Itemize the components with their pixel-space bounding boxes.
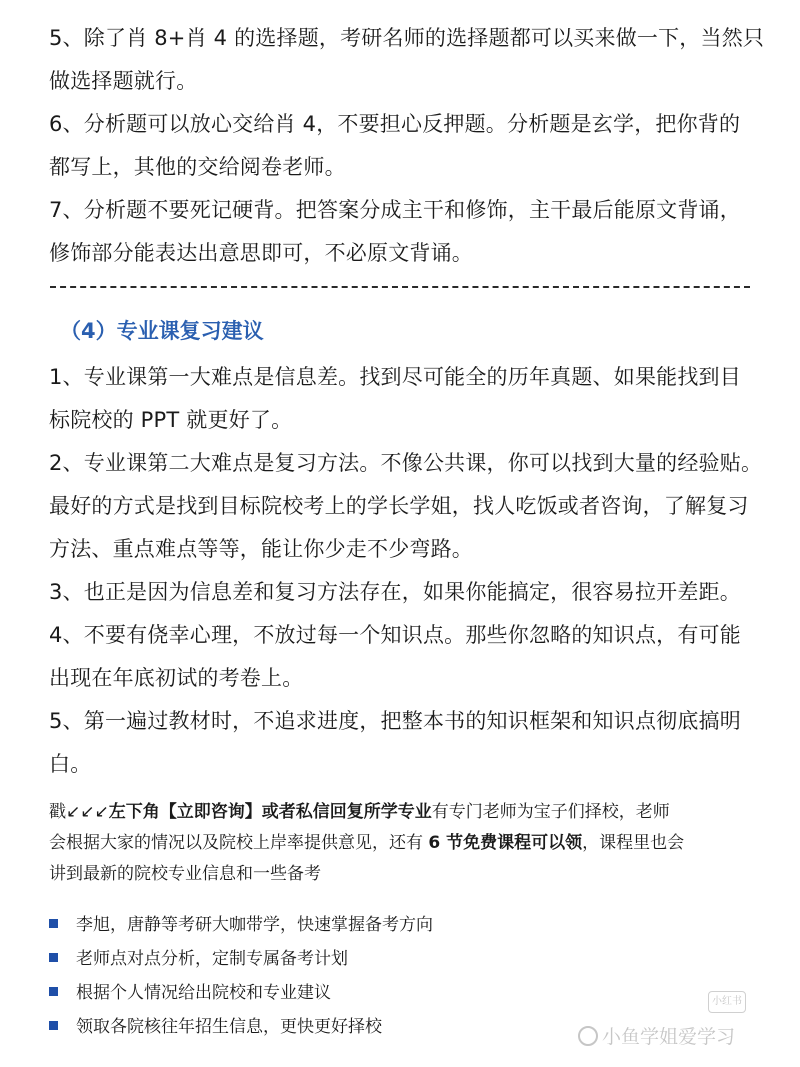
square-bullet-icon (49, 953, 58, 962)
cta-text: 有专门老师为宝子们择校，老师 (431, 802, 670, 822)
tip-6-line-2: 都写上，其他的交给阅卷老师。 (49, 155, 346, 179)
bullet-text: 领取各院核往年招生信息，更快更好择校 (76, 1017, 382, 1037)
bullet-item (49, 912, 433, 938)
cta-line-1 (49, 798, 670, 826)
tip-7-line-2: 修饰部分能表达出意思即可，不必原文背诵。 (49, 241, 473, 265)
advice-2-line-1: 2、专业课第二大难点是复习方法。不像公共课，你可以找到大量的经验贴。 (49, 451, 763, 475)
square-bullet-icon (49, 987, 58, 996)
square-bullet-icon (49, 919, 58, 928)
advice-1-line-1: 1、专业课第一大难点是信息差。找到尽可能全的历年真题、如果能找到目 (49, 365, 741, 389)
cta-line-3: 讲到最新的院校专业信息和一些备考 (49, 864, 321, 884)
bullet-item (49, 946, 348, 972)
bullet-text: 李旭，唐静等考研大咖带学，快速掌握备考方向 (76, 915, 433, 935)
tip-7-line-1: 7、分析题不要死记硬背。把答案分成主干和修饰，主干最后能原文背诵， (49, 198, 741, 222)
advice-2-line-2: 最好的方式是找到目标院校考上的学长学姐，找人吃饭或者咨询，了解复习 (49, 494, 749, 518)
dashed-divider (50, 286, 750, 288)
cta-text: ，课程里也会 (582, 833, 685, 853)
advice-4-line-1: 4、不要有侥幸心理，不放过每一个知识点。那些你忽略的知识点，有可能 (49, 623, 741, 647)
watermark-logo: 小红书 (708, 991, 746, 1013)
cta-pointer-text: 戳↙↙↙ (49, 802, 109, 822)
bullet-item (49, 1014, 382, 1040)
advice-1-line-2: 标院校的 PPT 就更好了。 (49, 408, 293, 432)
bullet-item (49, 980, 331, 1006)
tip-5-line-2: 做选择题就行。 (49, 69, 198, 93)
tip-6-line-1: 6、分析题可以放心交给肖 4，不要担心反押题。分析题是玄学，把你背的 (49, 112, 741, 136)
at-icon (578, 1026, 598, 1046)
advice-3-line-1: 3、也正是因为信息差和复习方法存在，如果你能搞定，很容易拉开差距。 (49, 580, 741, 604)
cta-text: 会根据大家的情况以及院校上岸率提供意见，还有 (49, 833, 429, 853)
cta-emphasis-free-courses: 6 节免费课程可以领 (428, 833, 583, 853)
bullet-text: 根据个人情况给出院校和专业建议 (76, 983, 331, 1003)
advice-5-line-1: 5、第一遍过教材时，不追求进度，把整本书的知识框架和知识点彻底搞明 (49, 709, 741, 733)
cta-emphasis-consult: 左下角【立即咨询】或者私信回复所学专业 (108, 802, 432, 822)
cta-line-2 (49, 829, 684, 857)
square-bullet-icon (49, 1021, 58, 1030)
advice-5-line-2: 白。 (49, 752, 92, 776)
section-heading: （4）专业课复习建议 (60, 319, 264, 343)
advice-4-line-2: 出现在年底初试的考卷上。 (49, 666, 304, 690)
advice-2-line-3: 方法、重点难点等等，能让你少走不少弯路。 (49, 537, 473, 561)
bullet-text: 老师点对点分析，定制专属备考计划 (76, 949, 348, 969)
tip-5-line-1: 5、除了肖 8+肖 4 的选择题，考研名师的选择题都可以买来做一下，当然只 (49, 26, 765, 50)
watermark-handle-text: 小鱼学姐爱学习 (602, 1026, 736, 1048)
watermark-handle (578, 1024, 735, 1050)
